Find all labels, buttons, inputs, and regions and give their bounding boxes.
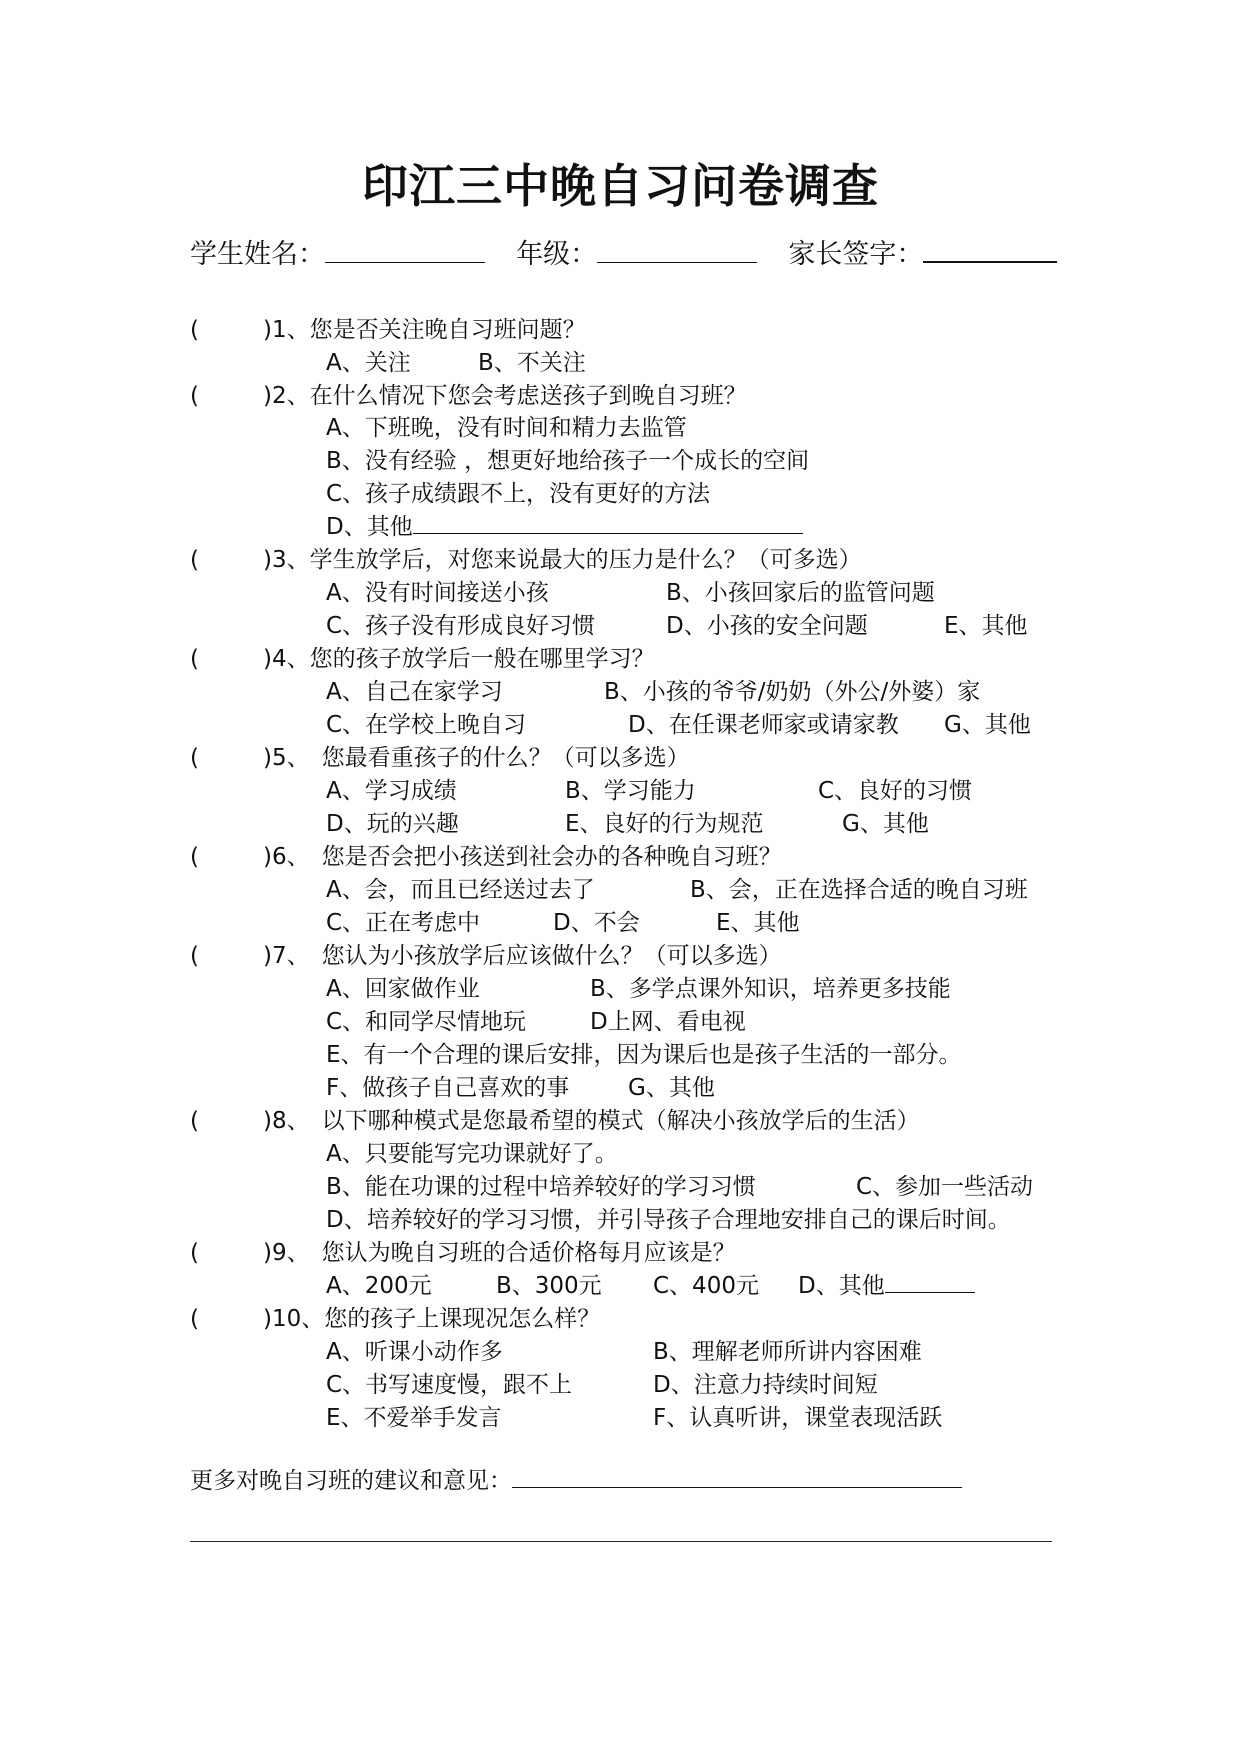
grade-field[interactable]: [597, 261, 757, 263]
other-field[interactable]: [885, 1291, 975, 1293]
question-number: )3、: [263, 547, 310, 573]
answer-paren[interactable]: (: [190, 383, 199, 409]
question-number: )2、: [263, 383, 310, 409]
question-9: [190, 1242, 736, 1265]
option[interactable]: A、只要能写完功课就好了。: [326, 1141, 618, 1167]
student-name-label: 学生姓名：: [190, 239, 325, 270]
option[interactable]: B、没有经验 ，想更好地给孩子一个成长的空间: [326, 448, 810, 474]
answer-paren[interactable]: (: [190, 547, 199, 573]
other-field[interactable]: [413, 532, 803, 534]
question-text: 您的孩子放学后一般在哪里学习？: [309, 646, 655, 672]
option[interactable]: D、在任课老师家或请家教: [628, 712, 899, 738]
option[interactable]: A、听课小动作多: [326, 1339, 503, 1365]
parent-sign-label: 家长签字：: [788, 239, 924, 270]
question-8: [190, 1110, 920, 1133]
answer-paren[interactable]: (: [190, 943, 199, 969]
option[interactable]: A、下班晚，没有时间和精力去监管: [326, 415, 687, 441]
question-text: 您认为晚自习班的合适价格每月应该是？: [321, 1240, 736, 1266]
question-4: [190, 648, 655, 671]
answer-paren[interactable]: (: [190, 745, 199, 771]
answer-paren[interactable]: (: [190, 317, 199, 343]
question-10: [190, 1308, 600, 1331]
option[interactable]: B、300元: [496, 1273, 602, 1299]
option[interactable]: A、200元: [326, 1273, 432, 1299]
option[interactable]: C、孩子没有形成良好习惯: [326, 613, 596, 639]
question-number: )4、: [263, 646, 310, 672]
suggestion-field[interactable]: [512, 1486, 962, 1488]
option[interactable]: C、参加一些活动: [856, 1174, 1034, 1200]
option[interactable]: F、认真听讲，课堂表现活跃: [653, 1405, 943, 1431]
option[interactable]: A、回家做作业: [326, 976, 480, 1002]
option[interactable]: F、做孩子自己喜欢的事: [326, 1075, 570, 1101]
question-number: )9、: [263, 1240, 310, 1266]
option[interactable]: G、其他: [842, 811, 929, 837]
question-number: )8、: [263, 1108, 310, 1134]
option[interactable]: D、培养较好的学习习惯，并引导孩子合理地安排自己的课后时间。: [326, 1207, 1011, 1233]
question-text: 在什么情况下您会考虑送孩子到晚自习班？: [309, 383, 747, 409]
question-5: [190, 747, 690, 770]
question-text: 学生放学后，对您来说最大的压力是什么？（可多选）: [309, 547, 862, 573]
answer-paren[interactable]: (: [190, 1240, 199, 1266]
option[interactable]: C、400元: [653, 1273, 759, 1299]
option[interactable]: B、小孩的爷爷/奶奶（外公/外婆）家: [604, 679, 981, 705]
answer-paren[interactable]: (: [190, 844, 199, 870]
question-text: 以下哪种模式是您最希望的模式（解决小孩放学后的生活）: [321, 1108, 920, 1134]
option[interactable]: C、和同学尽情地玩: [326, 1009, 527, 1035]
question-number: )7、: [263, 943, 310, 969]
question-text: 您认为小孩放学后应该做什么？（可以多选）: [321, 943, 782, 969]
option[interactable]: A、关注: [326, 350, 411, 376]
grade-label: 年级：: [516, 239, 598, 270]
option[interactable]: D、小孩的安全问题: [666, 613, 868, 639]
option[interactable]: E、不爱举手发言: [326, 1405, 502, 1431]
page-title: 印江三中晚自习问卷调查: [362, 159, 879, 213]
option[interactable]: C、正在考虑中: [326, 910, 481, 936]
option[interactable]: B、不关注: [478, 350, 586, 376]
option[interactable]: B、会，正在选择合适的晚自习班: [690, 877, 1028, 903]
option[interactable]: B、学习能力: [565, 778, 696, 804]
question-text: 您是否会把小孩送到社会办的各种晚自习班？: [321, 844, 782, 870]
question-number: )10、: [263, 1306, 325, 1332]
question-number: )6、: [263, 844, 310, 870]
option[interactable]: B、能在功课的过程中培养较好的学习习惯: [326, 1174, 756, 1200]
option[interactable]: G、其他: [944, 712, 1031, 738]
option-other[interactable]: D、其他: [326, 516, 803, 539]
option[interactable]: D、不会: [553, 910, 640, 936]
option[interactable]: A、没有时间接送小孩: [326, 580, 549, 606]
question-text: 您的孩子上课现况怎么样？: [324, 1306, 601, 1332]
option[interactable]: G、其他: [628, 1075, 715, 1101]
option[interactable]: C、在学校上晚自习: [326, 712, 527, 738]
option-other[interactable]: D、其他: [798, 1275, 975, 1298]
option[interactable]: C、书写速度慢，跟不上: [326, 1372, 573, 1398]
option[interactable]: E、有一个合理的课后安排，因为课后也是孩子生活的一部分。: [326, 1042, 962, 1068]
parent-sign-field[interactable]: [923, 260, 1057, 263]
option[interactable]: C、良好的习惯: [818, 778, 973, 804]
option[interactable]: E、其他: [716, 910, 800, 936]
option[interactable]: B、理解老师所讲内容困难: [653, 1339, 922, 1365]
suggestion-line[interactable]: [190, 1541, 1052, 1542]
question-text: 您最看重孩子的什么？（可以多选）: [321, 745, 690, 771]
question-7: [190, 945, 782, 968]
question-6: [190, 846, 782, 869]
option[interactable]: D上网、看电视: [590, 1009, 746, 1035]
option[interactable]: B、小孩回家后的监管问题: [666, 580, 935, 606]
info-row: [190, 232, 1057, 271]
student-name-field[interactable]: [325, 261, 485, 263]
option[interactable]: D、注意力持续时间短: [653, 1372, 878, 1398]
option[interactable]: B、多学点课外知识，培养更多技能: [590, 976, 951, 1002]
suggestion-row: [190, 1462, 962, 1495]
suggestion-label: 更多对晚自习班的建议和意见：: [190, 1468, 512, 1494]
answer-paren[interactable]: (: [190, 1306, 199, 1332]
option[interactable]: A、自己在家学习: [326, 679, 503, 705]
question-number: )5、: [263, 745, 310, 771]
option[interactable]: E、良好的行为规范: [565, 811, 764, 837]
question-number: )1、: [263, 317, 310, 343]
answer-paren[interactable]: (: [190, 646, 199, 672]
option[interactable]: A、学习成绩: [326, 778, 457, 804]
question-3: [190, 549, 862, 572]
question-1: [190, 319, 586, 342]
option[interactable]: C、孩子成绩跟不上，没有更好的方法: [326, 481, 711, 507]
question-text: 您是否关注晚自习班问题？: [309, 317, 586, 343]
option[interactable]: E、其他: [944, 613, 1028, 639]
option[interactable]: A、会，而且已经送过去了: [326, 877, 595, 903]
question-2: [190, 385, 747, 408]
option[interactable]: D、玩的兴趣: [326, 811, 459, 837]
answer-paren[interactable]: (: [190, 1108, 199, 1134]
